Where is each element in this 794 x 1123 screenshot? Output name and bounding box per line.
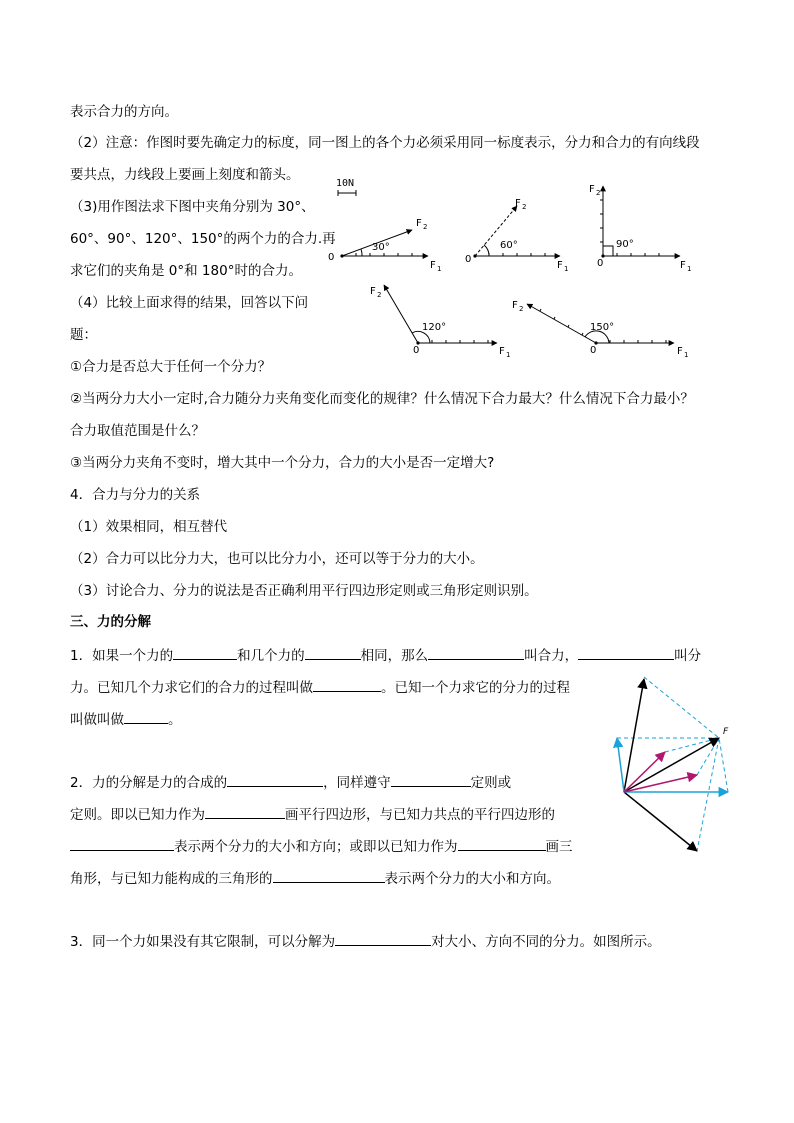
section-3-heading: 三、力的分解 [70,614,151,630]
p2-text: 角形，与已知力能构成的三角形的 [70,871,273,887]
f2-sub: 2 [423,223,428,231]
p2-text: 定则。即以已知力作为 [70,807,205,823]
origin-label: 0 [590,345,597,356]
section-4-item-2: （2）合力可以比分力大，也可以比分力小，还可以等于分力的大小。 [70,551,484,567]
f1-sub: 1 [684,351,689,359]
f1-sub: 1 [687,265,692,273]
f2-label: F [515,198,521,209]
p2-text: 画平行四边形，与已知力共点的平行四边形的 [285,807,555,823]
origin-label: 0 [328,252,335,263]
p2-text: 定则或 [470,775,512,791]
text-line: （2）注意：作图时要先确定力的标度，同一图上的各个力必须采用同一标度表示，分力和合力的有向线段 [70,135,700,151]
p3-text: 对大小、方向不同的分力。如图所示。 [431,934,661,950]
f2-label: F [512,300,518,311]
text-line: 求它们的夹角是 0°和 180°时的合力。 [70,263,302,279]
p1-text: 叫分 [674,648,702,664]
scale-label: 10N [336,178,355,189]
angle-label: 90° [616,239,634,250]
decomposition-figure [617,677,729,851]
origin-label: 0 [413,345,420,356]
p2-text: ，同样遵守 [323,775,391,791]
f1-sub: 1 [506,351,511,359]
figure-120-degree [370,285,510,359]
text-line: 题： [70,327,97,343]
p1-text: 。已知一个力求它的分力的过程 [381,680,570,696]
section-4-item-3: （3）讨论合力、分力的说法是否正确利用平行四边形定则或三角形定则识别。 [70,583,538,599]
text-line: 60°、90°、120°、150°的两个力的合力.再 [70,231,336,247]
p1-text: 叫做叫做 [70,712,124,728]
f1-label: F [430,260,436,271]
origin-label: 0 [465,254,472,265]
p3-text: 3．同一个力如果没有其它限制，可以分解为 [70,934,336,950]
section-4-heading: 4．合力与分力的关系 [70,487,201,503]
angle-label: 150° [590,322,615,333]
f2-label: F [589,184,595,195]
p2-text: 表示两个分力的大小和方向；或即以已知力作为 [174,839,458,855]
origin-label: 0 [597,258,604,269]
p2-text: 2．力的分解是力的合成的 [70,775,228,791]
f2-sub: 2 [377,291,382,299]
question-2-cont: 合力取值范围是什么？ [70,423,205,439]
question-1: ①合力是否总大于任何一个分力？ [70,359,272,375]
text-line: （3)用作图法求下图中夹角分别为 30°、 [70,199,315,215]
section-4-item-1: （1）效果相同，相互替代 [70,519,228,535]
f1-sub: 1 [437,265,442,273]
f2-sub: 2 [519,305,524,313]
question-3: ③当两分力夹角不变时，增大其中一个分力，合力的大小是否一定增大? [70,455,495,471]
f1-label: F [499,346,505,357]
p1-text: 相同，那么 [360,648,429,664]
figure-90-degree [589,184,691,273]
angle-label: 30° [372,242,390,253]
force-f-label: F [723,727,729,737]
f1-label: F [557,260,563,271]
figure-150-degree [512,300,688,359]
figure-30-degree [328,218,441,273]
figure-60-degree [465,198,568,273]
f2-sub: 2 [522,203,527,211]
f1-label: F [680,260,686,271]
text-line: （4）比较上面求得的结果，回答以下问 [70,295,309,311]
f2-sub: 2 [596,189,601,197]
text-line: 要共点，力线段上要画上刻度和箭头。 [70,167,300,183]
p1-text: 和几个力的 [237,648,305,664]
p1-text: 力。已知几个力求它们的合力的过程叫做 [70,680,313,696]
angle-label: 120° [422,322,447,333]
p2-text: 表示两个分力的大小和方向。 [384,871,560,887]
p1-text: 。 [168,712,182,728]
text-line: 表示合力的方向。 [70,104,178,120]
scale-bar [336,178,356,196]
p1-text: 叫合力， [524,648,579,664]
p2-text: 画三 [545,839,573,855]
f1-sub: 1 [564,265,569,273]
f1-label: F [677,346,683,357]
f2-label: F [416,218,422,229]
f2-label: F [370,286,376,297]
angle-label: 60° [500,240,518,251]
p1-text: 1．如果一个力的 [70,648,174,664]
question-2: ②当两分力大小一定时,合力随分力夹角变化而变化的规律？什么情况下合力最大？什么情况下合力最小？ [70,391,694,407]
